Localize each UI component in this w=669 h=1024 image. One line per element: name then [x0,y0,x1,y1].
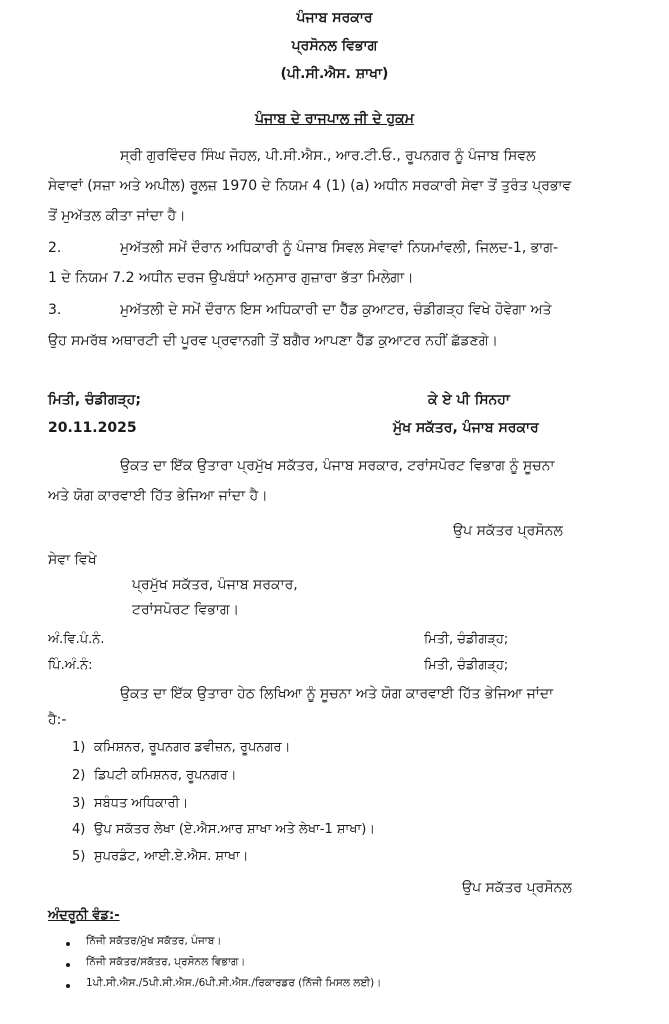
signatory-designation: ਮੁੱਖ ਸਕੱਤਰ, ਪੰਜਾਬ ਸਰਕਾਰ [393,420,539,436]
copy1-line1: ਉਕਤ ਦਾ ਇੱਕ ਉਤਾਰਾ ਪ੍ਰਮੁੱਖ ਸਕੱਤਰ, ਪੰਜਾਬ ਸਰਕਾਰ, ਟਰਾਂਸਪੋਰਟ ਵਿਭਾਗ ਨੂੰ ਸੂਚਨਾ [120,458,555,474]
para2-number: 2. [48,240,62,256]
para3-number: 3. [48,302,62,318]
pno-label: ਪਿੰ.ਅੰ.ਨੰ: [48,658,93,673]
header-branch: (ਪੀ.ਸੀ.ਐਸ. ਸ਼ਾਖਾ) [280,66,389,82]
copy1-line2: ਅਤੇ ਯੋਗ ਕਾਰਵਾਈ ਹਿੱਤ ਭੇਜਿਆ ਜਾਂਦਾ ਹੈ। [48,488,268,504]
list-item-number: 5) [72,849,86,864]
bullet-icon [66,984,70,988]
endst-number-label: ਅੰ.ਵਿ.ਪੰ.ਨੰ. [48,632,105,647]
list-item-number: 2) [72,768,86,783]
order-date: 20.11.2025 [48,420,137,436]
endst-date-label: ਮਿਤੀ, ਚੰਡੀਗੜ੍ਹ; [424,632,509,647]
internal-distribution-heading: ਅੰਦਰੂਨੀ ਵੰਡ:- [48,908,120,923]
internal-list-item: ਨਿੱਜੀ ਸਕੱਤਰ/ਮੁੱਖ ਸਕੱਤਰ, ਪੰਜਾਬ। [86,935,222,947]
addressee-line1: ਪ੍ਰਮੁੱਖ ਸਕੱਤਰ, ਪੰਜਾਬ ਸਰਕਾਰ, [132,577,298,593]
copy2-intro-line1: ਉਕਤ ਦਾ ਇੱਕ ਉਤਾਰਾ ਹੇਠ ਲਿਖਿਆ ਨੂੰ ਸੂਚਨਾ ਅਤੇ ਯੋਗ ਕਾਰਵਾਈ ਹਿੱਤ ਭੇਜਿਆ ਜਾਂਦਾ [120,686,554,702]
list-item: ਸੁਪਰਡੰਟ, ਆਈ.ਏ.ਐਸ. ਸ਼ਾਖਾ। [94,849,249,864]
header-government: ਪੰਜਾਬ ਸਰਕਾਰ [296,10,373,26]
addressee-label: ਸੇਵਾ ਵਿਖੇ [48,552,97,568]
signatory-name: ਕੇ ਏ ਪੀ ਸਿਨਹਾ [428,392,510,408]
para2-line2: 1 ਦੇ ਨਿਯਮ 7.2 ਅਧੀਨ ਦਰਜ ਉਪਬੰਧਾਂ ਅਨੁਸਾਰ ਗੁਜ਼ਾਰਾ ਭੱਤਾ ਮਿਲੇਗਾ। [48,270,414,286]
list-item-number: 3) [72,796,86,811]
para1-line1: ਸ੍ਰੀ ਗੁਰਵਿੰਦਰ ਸਿੰਘ ਜੋਹਲ, ਪੀ.ਸੀ.ਐਸ., ਆਰ.ਟੀ.ਓ., ਰੂਪਨਗਰ ਨੂੰ ਪੰਜਾਬ ਸਿਵਲ [120,148,536,164]
copy2-intro-line2: ਹੈ:- [48,712,67,728]
bullet-icon [66,942,70,946]
copy1-signatory: ਉਪ ਸਕੱਤਰ ਪ੍ਰਸੋਨਲ [453,523,563,539]
internal-list-item: ਨਿੱਜੀ ਸਕੱਤਰ/ਸਕੱਤਰ, ਪ੍ਰਸੋਨਲ ਵਿਭਾਗ। [86,956,246,968]
list-item: ਸਬੰਧਤ ਅਧਿਕਾਰੀ। [94,796,189,811]
para1-line3: ਤੋਂ ਮੁਅੱਤਲ ਕੀਤਾ ਜਾਂਦਾ ਹੈ। [48,208,186,224]
list-item: ਉਪ ਸਕੱਤਰ ਲੇਖਾ (ਏ.ਐਸ.ਆਰ ਸ਼ਾਖਾ ਅਤੇ ਲੇਖਾ-1 ਸ਼ਾਖਾ)। [94,822,376,837]
bullet-icon [66,963,70,967]
order-title: ਪੰਜਾਬ ਦੇ ਰਾਜਪਾਲ ਜੀ ਦੇ ਹੁਕਮ [255,111,414,127]
list-item: ਕਮਿਸ਼ਨਰ, ਰੂਪਨਗਰ ਡਵੀਜ਼ਨ, ਰੂਪਨਗਰ। [94,740,291,755]
pno-date-label: ਮਿਤੀ, ਚੰਡੀਗੜ੍ਹ; [424,658,509,673]
place-label: ਮਿਤੀ, ਚੰਡੀਗੜ੍ਹ; [48,392,141,408]
header-department: ਪ੍ਰਸੋਨਲ ਵਿਭਾਗ [291,38,378,54]
list-item: ਡਿਪਟੀ ਕਮਿਸ਼ਨਰ, ਰੂਪਨਗਰ। [94,768,237,783]
para2-line1: ਮੁਅੱਤਲੀ ਸਮੇਂ ਦੌਰਾਨ ਅਧਿਕਾਰੀ ਨੂੰ ਪੰਜਾਬ ਸਿਵਲ ਸੇਵਾਵਾਂ ਨਿਯਮਾਂਵਲੀ, ਜਿਲਦ-1, ਭਾਗ- [120,240,559,256]
addressee-line2: ਟਰਾਂਸਪੋਰਟ ਵਿਭਾਗ। [132,602,240,618]
internal-list-item: 1ਪੀ.ਸੀ.ਐਸ./5ਪੀ.ਸੀ.ਐਸ./6ਪੀ.ਸੀ.ਐਸ./ਰਿਕਾਰਡਰ (ਨਿੱਜੀ ਮਿਸਲ ਲਈ)। [86,977,382,989]
para3-line2: ਉਹ ਸਮਰੱਥ ਅਥਾਰਟੀ ਦੀ ਪੂਰਵ ਪ੍ਰਵਾਨਗੀ ਤੋਂ ਬਗੈਰ ਆਪਣਾ ਹੈੱਡ ਕੁਆਟਰ ਨਹੀਂ ਛੱਡਣਗੇ। [48,333,498,349]
list-item-number: 1) [72,740,86,755]
list-item-number: 4) [72,822,86,837]
para3-line1: ਮੁਅੱਤਲੀ ਦੇ ਸਮੇਂ ਦੌਰਾਨ ਇਸ ਅਧਿਕਾਰੀ ਦਾ ਹੈੱਡ ਕੁਆਟਰ, ਚੰਡੀਗੜ੍ਹ ਵਿਖੇ ਹੋਵੇਗਾ ਅਤੇ [120,302,552,318]
copy2-signatory: ਉਪ ਸਕੱਤਰ ਪ੍ਰਸੋਨਲ [462,880,572,896]
para1-line2: ਸੇਵਾਵਾਂ (ਸਜ਼ਾ ਅਤੇ ਅਪੀਲ) ਰੂਲਜ਼ 1970 ਦੇ ਨਿਯਮ 4 (1) (a) ਅਧੀਨ ਸਰਕਾਰੀ ਸੇਵਾ ਤੋਂ ਤੁਰੰਤ ਪ੍ਰਭਾਵ [48,178,572,194]
